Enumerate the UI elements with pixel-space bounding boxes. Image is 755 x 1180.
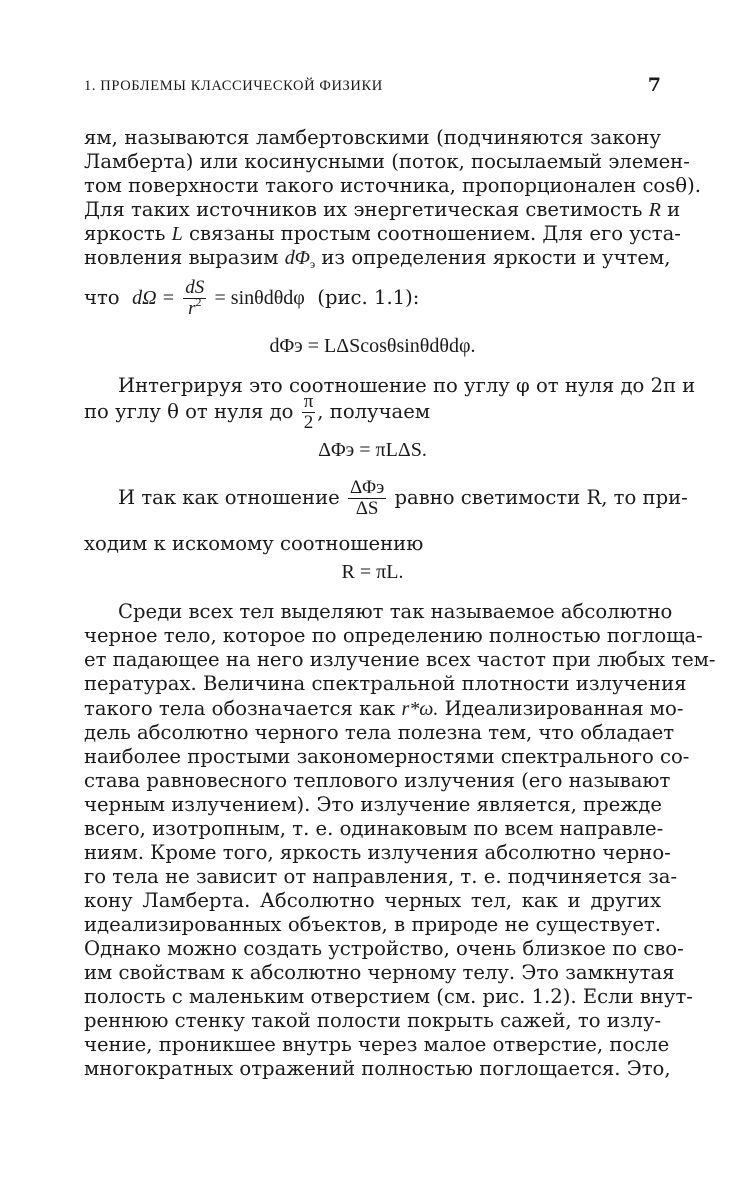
text-line: Для таких источников их энергетическая светимость R и <box>84 198 681 221</box>
text-line: ет падающее на него излучение всех частот при любых тем- <box>84 648 716 671</box>
text-line: многократных отражений полностью поглощается. Это, <box>84 1057 671 1080</box>
fraction: $\frac{dS}{r^2}$ <box>185 277 205 319</box>
text-line: по углу θ от нуля до $\frac{\pi}{2}$ , получаем <box>84 391 431 433</box>
text-line: новления выразим $d\Phi_э$ из определения яркости и учтем, <box>84 246 671 271</box>
display-formula-1: dΦэ = LΔScosθsinθdθdφ. <box>269 335 476 357</box>
text-line: том поверхности такого источника, пропорционален cosθ). <box>84 174 701 197</box>
display-formula-3: R = πL. <box>341 561 404 583</box>
text-line: черным излучением). Это излучение является, прежде <box>84 793 662 816</box>
inline-equation-line: что dΩ = $\frac{dS}{r^2}$ = sinθdθdφ (рис. 1.1): <box>84 277 420 319</box>
text-line: го тела не зависит от направления, т. е. подчиняется за- <box>84 865 678 888</box>
text-line: полость с маленьким отверстием (см. рис. 1.2). Если внут- <box>84 985 693 1008</box>
text-line: дель абсолютно черного тела полезна тем, что обладает <box>84 721 675 744</box>
text-line: реннюю стенку такой полости покрыть сажей, то излу- <box>84 1009 662 1032</box>
text-line: такого тела обозначается как r*ω. Идеализированная мо- <box>84 697 684 720</box>
text-line: яркость L связаны простым соотношением. Для его уста- <box>84 222 681 245</box>
text-line: пературах. Величина спектральной плотности излучения <box>84 672 687 695</box>
text-line: идеализированных объектов, в природе не существует. <box>84 913 661 936</box>
page-header <box>84 74 661 98</box>
text-line: всего, изотропным, т. е. одинаковым по всем направле- <box>84 817 664 840</box>
text-line: ниям. Кроме того, яркость излучения абсолютно черно- <box>84 841 671 864</box>
text-line: Однако можно создать устройство, очень близкое по сво- <box>84 937 684 960</box>
page-number: 7 <box>647 74 661 96</box>
text-line: им свойствам к абсолютно черному телу. Это замкнутая <box>84 961 675 984</box>
running-title: 1. ПРОБЛЕМЫ КЛАССИЧЕСКОЙ ФИЗИКИ <box>84 78 383 94</box>
text-line: И так как отношение $\frac{\text{ΔΦэ}}{\Delta S}$ равно светимости R, то при- <box>118 477 688 519</box>
text-line: ходим к искомому соотношению <box>84 532 424 555</box>
text-line: наиболее простыми закономерностями спектрального со- <box>84 745 690 768</box>
display-formula-2: ΔΦэ = πLΔS. <box>318 439 427 461</box>
fraction: $\frac{\text{ΔΦэ}}{\Delta S}$ <box>349 477 385 519</box>
text-line: става равновесного теплового излучения (его называют <box>84 769 671 792</box>
text-line: чение, проникшее внутрь через малое отверстие, после <box>84 1033 670 1056</box>
text-line: кону Ламберта. Абсолютно черных тел, как и других <box>84 889 661 912</box>
text-line: Ламберта) или косинусными (поток, посылаемый элемен- <box>84 150 690 173</box>
text-line: ям, называются ламбертовскими (подчиняются закону <box>84 126 661 149</box>
fraction: $\frac{\pi}{2}$ <box>303 391 314 433</box>
text-line: Интегрируя это соотношение по углу φ от нуля до 2π и <box>118 374 696 397</box>
text-line: Среди всех тел выделяют так называемое абсолютно <box>118 600 673 623</box>
text-line: черное тело, которое по определению полностью поглоща- <box>84 624 703 647</box>
